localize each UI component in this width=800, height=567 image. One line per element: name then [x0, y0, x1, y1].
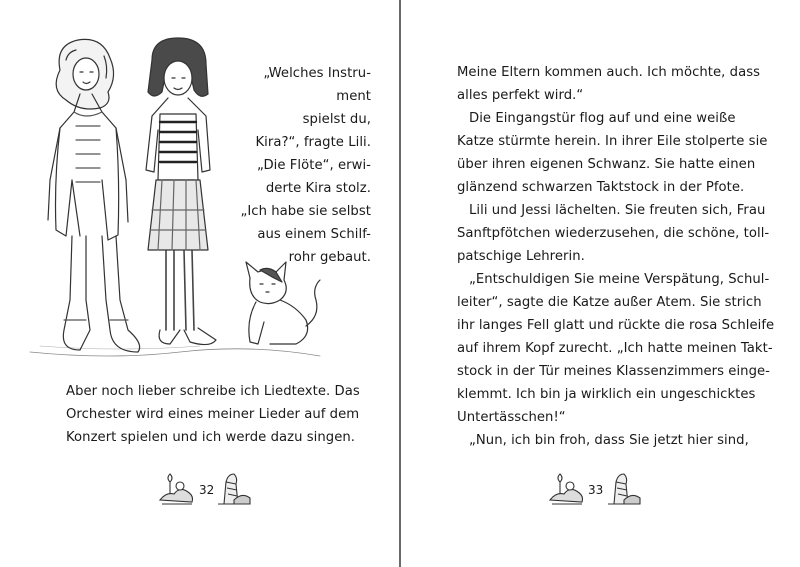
body-text-line: leiter“, sagte die Katze außer Atem. Sie strich [457, 295, 762, 310]
body-text-line: Orchester wird eines meiner Lieder auf dem [66, 407, 360, 422]
body-text-line: Untertässchen!“ [457, 410, 566, 425]
illustration-text-line: derte Kira stolz. [265, 181, 371, 196]
body-text-line: Lili und Jessi lächelten. Sie freuten sich, Frau [469, 203, 766, 218]
body-text-line: Aber noch lieber schreibe ich Liedtexte. Das [66, 384, 360, 399]
page-number: 33 [588, 483, 604, 497]
body-text-line: „Nun, ich bin froh, dass Sie jetzt hier sind, [469, 433, 749, 448]
illustration-text-line: rohr gebaut. [288, 250, 371, 265]
body-text-line: patschige Lehrerin. [457, 249, 585, 264]
body-text-line: auf ihrem Kopf zurecht. „Ich hatte meinen Takt- [457, 341, 773, 356]
forest-sprite-ornament-icon [158, 472, 196, 506]
left-page [0, 0, 399, 567]
illustration-text-line: ment [336, 89, 371, 104]
page-number: 32 [199, 483, 215, 497]
forest-sprite-ornament-icon [606, 470, 642, 506]
body-text-line: Katze stürmte herein. In ihrer Eile stolperte sie [457, 134, 768, 149]
body-text-line: Meine Eltern kommen auch. Ich möchte, dass [457, 65, 761, 80]
illustration-text-line: „Ich habe sie selbst [240, 204, 371, 219]
forest-sprite-ornament-icon [548, 472, 586, 506]
illustration-text-line: „Welches Instru- [263, 66, 371, 81]
right-page [401, 0, 800, 567]
body-text-line: stock in der Tür meines Klassenzimmers einge- [457, 364, 770, 379]
illustration-text-line: Kira?“, fragte Lili. [255, 135, 371, 150]
body-text-line: „Entschuldigen Sie meine Verspätung, Schul- [469, 272, 770, 287]
body-text-line: klemmt. Ich bin ja wirklich ein ungeschicktes [457, 387, 756, 402]
body-text-line: alles perfekt wird.“ [457, 88, 584, 103]
illustration-text-line: „Die Flöte“, erwi- [257, 158, 371, 173]
illustration-text-line: aus einem Schilf- [257, 227, 371, 242]
body-text-line: Sanftpfötchen wiederzusehen, die schöne, toll- [457, 226, 770, 241]
body-text-line: glänzend schwarzen Taktstock in der Pfote. [457, 180, 745, 195]
illustration-text-line: spielst du, [302, 112, 371, 127]
body-text-line: Die Eingangstür flog auf und eine weiße [469, 111, 736, 126]
body-text-line: über ihren eigenen Schwanz. Sie hatte einen [457, 157, 756, 172]
body-text-line: Konzert spielen und ich werde dazu singen. [66, 430, 356, 445]
body-text-line: ihr langes Fell glatt und rückte die rosa Schleife [457, 318, 775, 333]
forest-sprite-ornament-icon [216, 470, 252, 506]
